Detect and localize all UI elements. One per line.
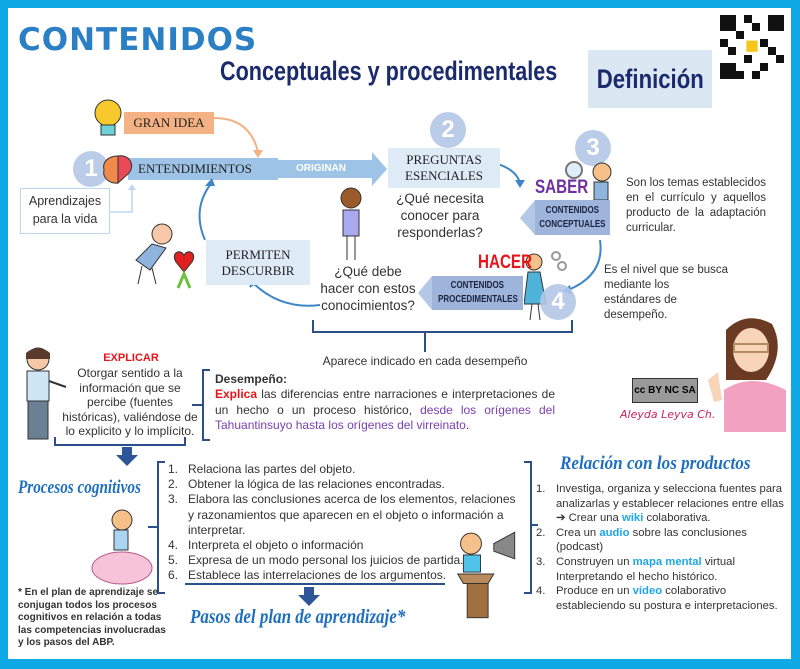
producto-highlight: wiki: [621, 512, 644, 525]
brain-thinker-icon: [88, 508, 154, 586]
pasos-plan-title: Pasos del plan de aprendizaje*: [190, 606, 406, 628]
thinking-person-icon: [335, 186, 371, 266]
producto-text: colaborativa.: [643, 512, 711, 525]
producto-text: Produce en un: [556, 585, 633, 598]
subtitle: Conceptuales y procedimentales: [220, 56, 558, 86]
procesos-item-text: Interpreta el objeto o información: [188, 538, 364, 553]
list-item: 2. Crea un audio sobre las conclusiones (podcast): [536, 526, 747, 554]
step-2-badge: 2: [430, 112, 466, 148]
list-item: 4. Interpreta el objeto o información: [168, 538, 364, 553]
desempeno-verb: Explica: [215, 387, 258, 401]
procesos-note: * En el plan de aprendizaje se conjugan todos los procesos cognitivos en relación a todas las competencias involucradas y los pasos del ABP.: [18, 587, 166, 648]
productos-list: [536, 482, 788, 613]
step-1-badge: 1: [73, 151, 109, 187]
entendimientos-label: ENTENDIMIENTOS: [138, 161, 252, 176]
desempeno-highlight: desde los orígenes del Tahuantinsuyo hasta los orígenes del virreinato: [215, 402, 555, 432]
producto-text: Crea un: [556, 526, 600, 539]
list-item: 6. Establece las interrelaciones de los argumentos.: [168, 568, 447, 583]
question-conocer: ¿Qué necesita conocer para responderlas?: [396, 191, 484, 240]
preguntas-line-1: PREGUNTAS: [406, 152, 482, 167]
permiten-line-1: PERMITEN: [225, 246, 291, 262]
permiten-descubrir-box: [206, 240, 310, 285]
conceptuales-description: Son los temas establecidos en el currículo y aquellos producto de la adaptación curricular.: [626, 177, 766, 234]
producto-highlight: mapa mental: [632, 555, 702, 568]
procesos-item-text: Establece las interrelaciones de los argumentos.: [188, 568, 447, 583]
hacer-label: HACER: [478, 252, 533, 273]
desempeno-body: las diferencias entre narraciones e interpretaciones de un hecho o un proceso histórico,: [215, 387, 555, 417]
contenidos-conceptuales-box: [535, 200, 610, 235]
procedimentales-line-1: CONTENIDOS: [450, 280, 505, 291]
procesos-item-text: Relaciona las partes del objeto.: [188, 462, 356, 476]
preguntas-esenciales-box: [388, 148, 500, 188]
procedimentales-description: Es el nivel que se busca mediante los estándares de desempeño.: [604, 264, 729, 321]
conceptuales-line-2: CONCEPTUALES: [539, 218, 606, 230]
producto-text: sobre las conclusiones (podcast): [556, 526, 747, 554]
question-hacer: ¿Qué debe hacer con estos conocimientos?: [320, 264, 416, 313]
contenidos-procedimentales-box: [432, 276, 523, 310]
procesos-item-text: Obtener la lógica de las relaciones encontradas.: [188, 477, 445, 492]
lightbulb-icon: [90, 95, 126, 141]
procesos-item-text: Elabora las conclusiones acerca de los elementos, relaciones y razonamientos que aparecen en el objeto o información a interpretar.: [188, 492, 516, 537]
author-name: Aleyda Leyva Ch.: [620, 408, 716, 421]
explicar-title: EXPLICAR: [103, 352, 159, 364]
step-4-badge: 4: [540, 284, 576, 320]
permiten-line-2: DESCURBIR: [221, 262, 295, 278]
saber-label: SABER: [535, 177, 589, 198]
desempeno-end: .: [465, 418, 470, 432]
step-3-badge: 3: [575, 130, 611, 166]
list-item: 3. Construyen un mapa mental virtual Interpretando el hecho histórico.: [536, 555, 735, 583]
person-heart-icon: [130, 218, 200, 292]
desempeno-text: [215, 387, 555, 434]
gran-idea-label: GRAN IDEA: [124, 112, 214, 134]
desempeno-label: Desempeño:: [215, 372, 288, 386]
procesos-list: [168, 462, 523, 584]
desempeno-caption: Aparece indicado en cada desempeño: [322, 354, 528, 368]
producto-text: colaborativo estableciendo su postura e interpretaciones.: [556, 585, 778, 612]
explicar-text: Otorgar sentido a la información que se percibe (fuentes históricas), valiéndose de lo explicito y lo implícito.: [62, 366, 198, 438]
list-item: 4. Produce en un vídeo colaborativo estableciendo su postura e interpretaciones.: [536, 585, 778, 612]
producto-highlight: vídeo: [632, 585, 663, 598]
procedimentales-line-2: PROCEDIMENTALES: [437, 294, 518, 305]
license-text: cc BY NC SA: [634, 385, 696, 396]
main-title: CONTENIDOS: [18, 22, 258, 58]
list-item: 5. Expresa de un modo personal los juicios de partida.: [168, 553, 464, 568]
productos-title: Relación con los productos: [560, 453, 751, 474]
producto-text: Investiga, organiza y selecciona fuentes para analizarlas y establecer relaciones entre ellas ➔ Crear una: [556, 483, 784, 525]
list-item: 1. Investiga, organiza y selecciona fuentes para analizarlas y establecer relaciones entre ellas ➔ Crear una wiki colaborativa.: [536, 483, 784, 525]
list-item: 3. Elabora las conclusiones acerca de los elementos, relaciones y razonamientos que aparecen en el objeto o información a interpretar.: [168, 492, 516, 537]
procesos-item-text: Expresa de un modo personal los juicios de partida.: [188, 553, 464, 568]
definition-text: Definición: [596, 63, 704, 94]
brain-heart-icon: [100, 154, 136, 186]
conceptuales-line-1: CONTENIDOS: [545, 204, 600, 216]
list-item: 1. Relaciona las partes del objeto.: [168, 462, 356, 476]
preguntas-line-2: ESENCIALES: [405, 168, 483, 183]
producto-text: virtual Interpretando el hecho histórico.: [556, 555, 735, 583]
author-avatar: [706, 310, 791, 432]
originan-label: ORIGINAN: [296, 163, 346, 174]
list-item: 2. Obtener la lógica de las relaciones encontradas.: [168, 477, 445, 492]
producto-highlight: audio: [599, 526, 630, 539]
cc-license-badge[interactable]: [632, 378, 698, 403]
procesos-cognitivos-title: Procesos cognitivos: [18, 477, 141, 498]
aprendizajes-box: Aprendizajes para la vida: [20, 188, 110, 234]
producto-text: Construyen un: [556, 555, 633, 568]
